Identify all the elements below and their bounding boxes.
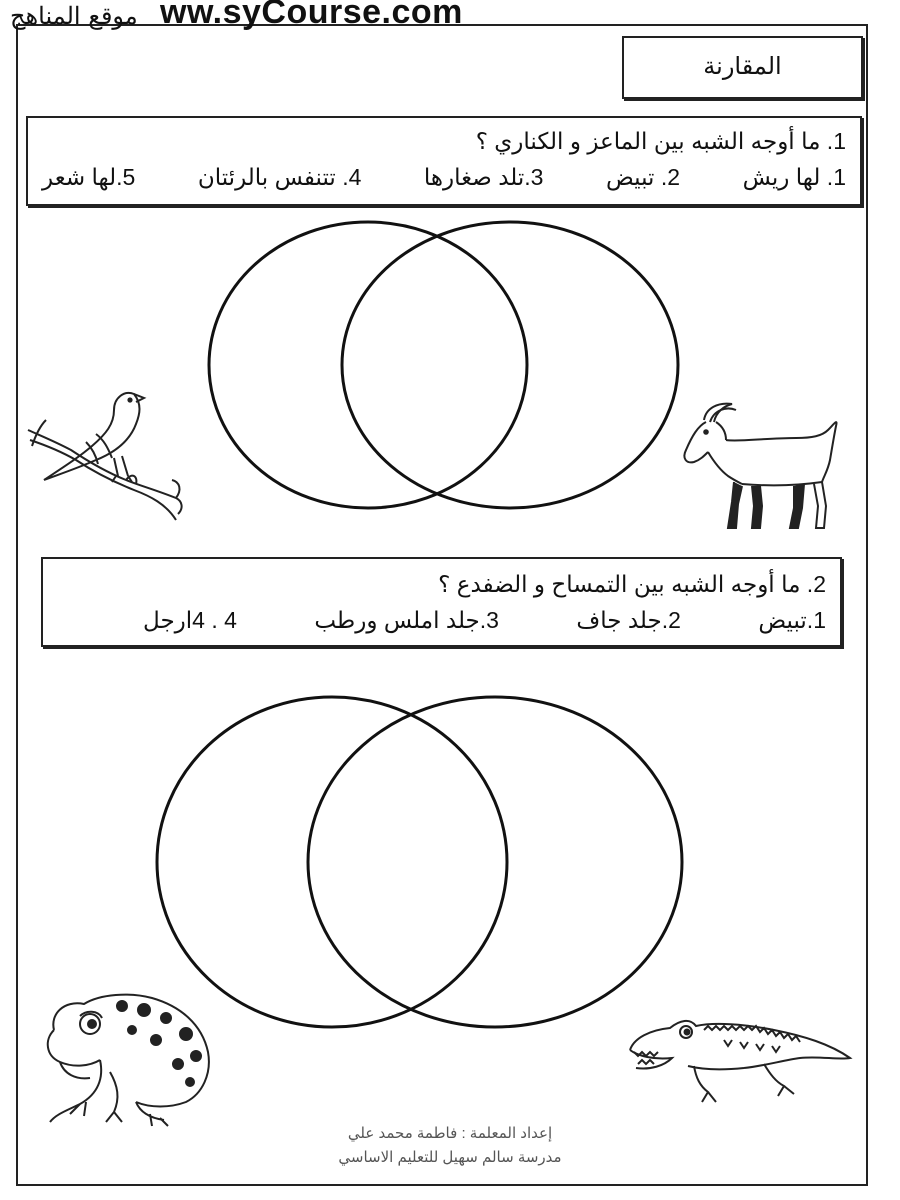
q2-option-4: 4 . 4ارجل <box>143 607 237 633</box>
q1-option-1: 1. لها ريش <box>742 164 846 190</box>
venn-diagram-1 <box>200 215 690 515</box>
question-1-options <box>42 164 846 191</box>
question-1-box <box>26 116 862 206</box>
venn-diagram-2 <box>150 690 690 1035</box>
page-title: المقارنة <box>703 53 782 80</box>
crocodile-illustration-icon <box>624 1010 856 1110</box>
q1-option-5: 5.لها شعر <box>42 164 136 190</box>
question-1-prompt: 1. ما أوجه الشبه بين الماعز و الكناري ؟ <box>475 128 846 154</box>
question-2-box <box>41 557 842 647</box>
venn-2-right-circle <box>308 697 682 1027</box>
teacher-credit: إعداد المعلمة : فاطمة محمد علي <box>347 1125 553 1142</box>
goat-illustration-icon <box>676 396 846 536</box>
venn-1-left-circle <box>209 222 527 508</box>
q1-option-4: 4. تتنفس بالرئتان <box>197 164 362 190</box>
question-2-prompt: 2. ما أوجه الشبه بين التمساح و الضفدع ؟ <box>438 571 826 597</box>
venn-2-left-circle <box>157 697 507 1027</box>
school-name: مدرسة سالم سهيل للتعليم الاساسي <box>338 1149 562 1166</box>
site-url[interactable]: ww.syCourse.com <box>160 0 463 31</box>
venn-1-right-circle <box>342 222 678 508</box>
frog-illustration-icon <box>40 990 220 1130</box>
site-name: موقع المناهج <box>10 2 138 30</box>
q1-option-3: 3.تلد صغارها <box>423 164 544 190</box>
question-2-options <box>143 607 826 634</box>
q2-option-2: 2.جلد جاف <box>576 607 681 633</box>
q2-option-1: 1.تبيض <box>758 607 826 633</box>
canary-illustration-icon <box>26 380 186 540</box>
q2-option-3: 3.جلد املس ورطب <box>314 607 499 633</box>
q1-option-2: 2. تبيض <box>606 164 681 190</box>
title-box <box>622 36 863 99</box>
